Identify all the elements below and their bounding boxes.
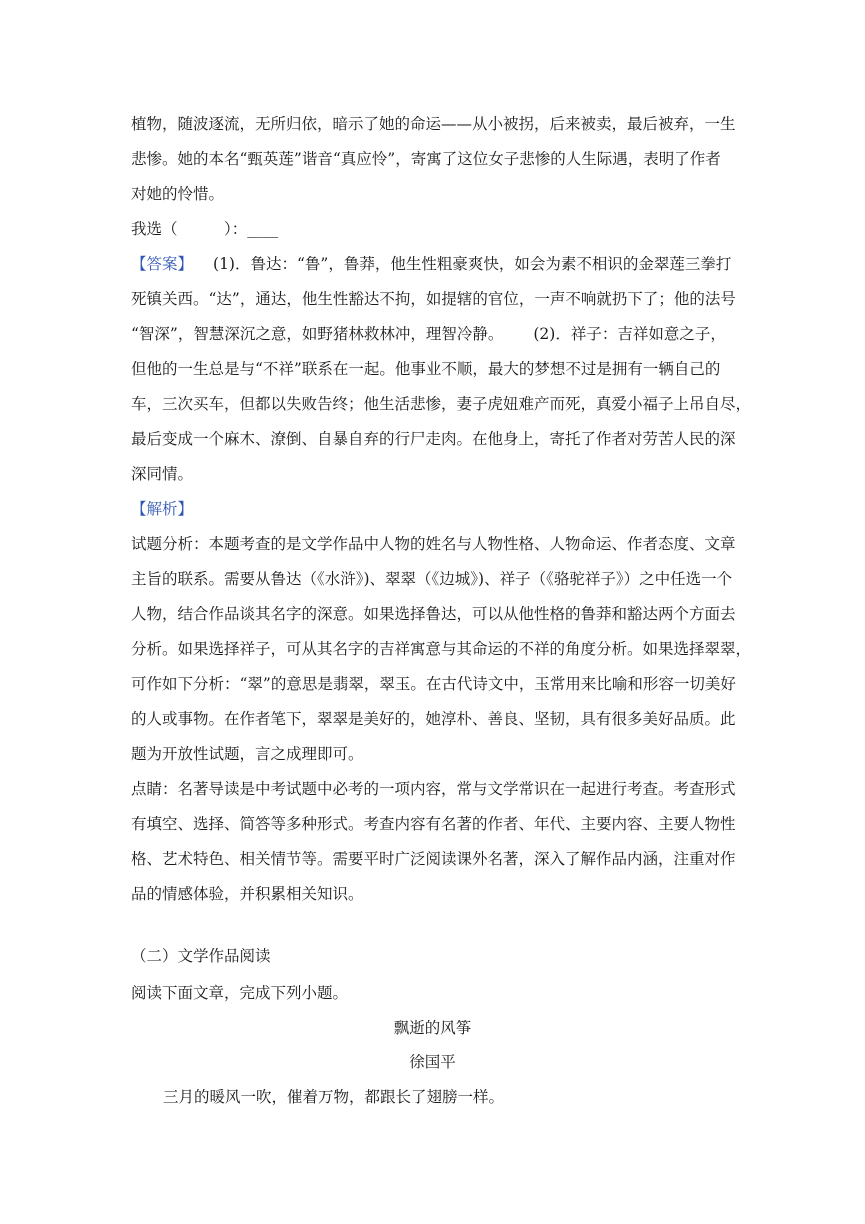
answer-line: 死镇关西。“达”，通达，他生性豁达不拘，如提辖的官位，一声不响就扔下了；他的法号	[131, 290, 736, 308]
section-heading: （二）文学作品阅读	[131, 947, 271, 965]
answer-text: (1)．鲁达：“鲁”，鲁莽，他生性粗豪爽快，如会为素不相识的金翠莲三拳打	[213, 255, 732, 273]
article-title: 飘逝的风筝	[393, 1019, 472, 1037]
intro-line: 悲惨。她的本名“甄英莲”谐音“真应怜”，寄寓了这位女子悲惨的人生际遇，表明了作者	[131, 150, 721, 168]
comment-line: 品的情感体验，并积累相关知识。	[131, 885, 364, 903]
answer-text: (2)．祥子：吉祥如意之子，	[533, 325, 726, 343]
answer-line: 但他的一生总是与“不祥”联系在一起。他事业不顺，最大的梦想不过是拥有一辆自己的	[131, 360, 721, 378]
answer-line	[131, 324, 726, 344]
answer-line: 车，三次买车，但都以失败告终；他生活悲惨，妻子虎妞难产而死，真爱小福子上吊自尽，	[131, 395, 752, 413]
analysis-tag: 【解析】	[131, 500, 194, 518]
intro-line: 对她的怜惜。	[131, 185, 225, 203]
comment-line: 有填空、选择、简答等多种形式。考查内容有名著的作者、年代、主要内容、主要人物性	[131, 815, 736, 833]
answer-line: 最后变成一个麻木、潦倒、自暴自弃的行尸走肉。在他身上，寄托了作者对劳苦人民的深	[131, 430, 736, 448]
answer-line-1	[131, 254, 731, 274]
comment-line: 点睛：名著导读是中考试题中必考的一项内容，常与文学常识在一起进行考查。考查形式	[131, 780, 736, 798]
analysis-line: 人物，结合作品谈其名字的深意。如果选择鲁达，可以从他性格的鲁莽和豁达两个方面去	[131, 605, 736, 623]
analysis-line: 可作如下分析：“翠”的意思是翡翠，翠玉。在古代诗文中，玉常用来比喻和形容一切美好	[131, 675, 736, 693]
analysis-line: 题为开放性试题，言之成理即可。	[131, 745, 364, 763]
analysis-line: 的人或事物。在作者笔下，翠翠是美好的，她淳朴、善良、坚韧，具有很多美好品质。此	[131, 710, 736, 728]
answer-line: 深同情。	[131, 465, 194, 483]
analysis-line: 主旨的联系。需要从鲁达（《水浒》)、翠翠（《边城》)、祥子（《骆驼祥子》）之中任选一个	[131, 570, 733, 588]
analysis-line: 试题分析：本题考查的是文学作品中人物的姓名与人物性格、人物命运、作者态度、文章	[131, 535, 736, 553]
intro-line: 植物，随波逐流，无所归依，暗示了她的命运——从小被拐，后来被卖，最后被弃，一生	[131, 115, 736, 133]
answer-text: “智深”，智慧深沉之意，如野猪林救林冲，理智冷静。	[131, 325, 504, 343]
section-instruction: 阅读下面文章，完成下列小题。	[131, 984, 349, 1002]
comment-line: 格、艺术特色、相关情节等。需要平时广泛阅读课外名著，深入了解作品内涵，注重对作	[131, 850, 736, 868]
answer-tag: 【答案】	[131, 255, 194, 273]
analysis-line: 分析。如果选择祥子，可从其名字的吉祥寓意与其命运的不祥的角度分析。如果选择翠翠，	[131, 640, 752, 658]
article-author: 徐国平	[409, 1053, 456, 1071]
choice-line: 我选（ ）：____	[131, 220, 279, 238]
article-first-line: 三月的暖风一吹，催着万物，都跟长了翅膀一样。	[163, 1088, 505, 1106]
